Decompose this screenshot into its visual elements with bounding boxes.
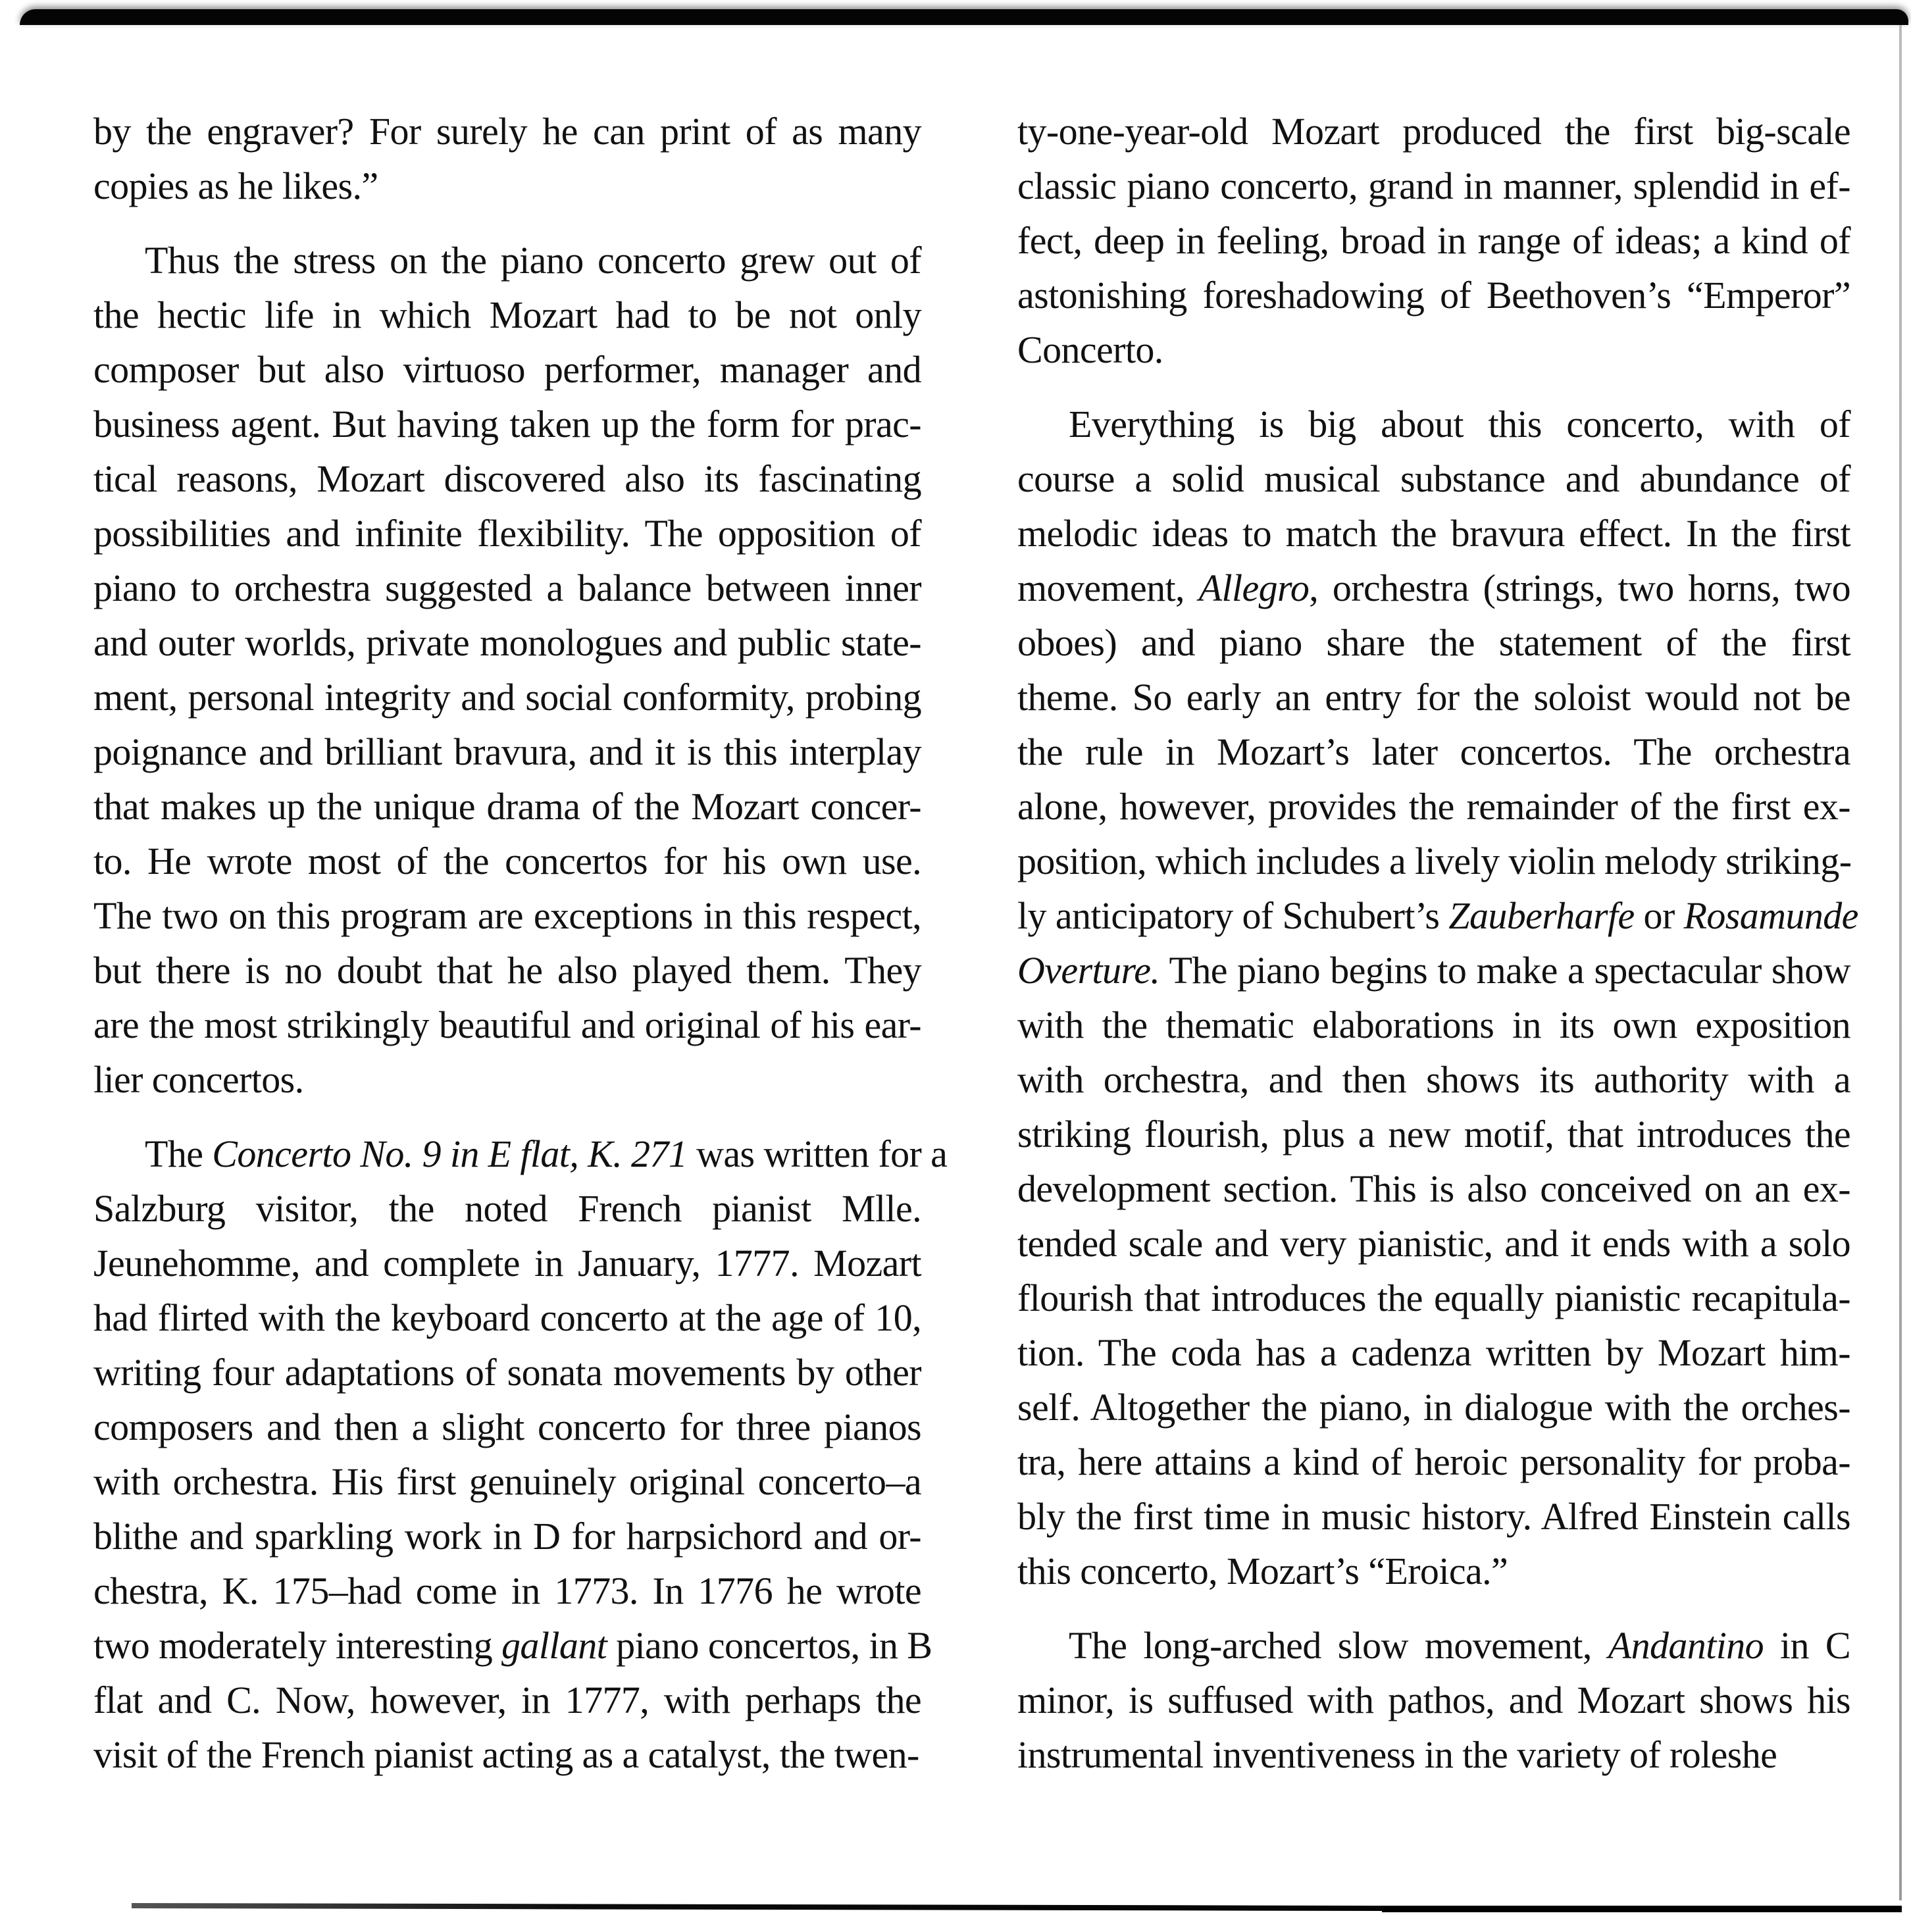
text-line (93, 670, 921, 724)
text-run: instrumental inventiveness in the variety of roleshe (1017, 1733, 1777, 1776)
text-run: The piano begins to make a spectacular show (1159, 949, 1850, 992)
text-run: lier concertos. (93, 1058, 304, 1101)
text-run: ment, personal integrity and social conformity, probing (93, 676, 921, 719)
text-line (1017, 506, 1850, 561)
text-line (93, 342, 921, 397)
text-run: oboes) and piano share the statement of the first (1017, 621, 1850, 664)
text-run: movement, (1017, 567, 1199, 609)
text-run: theme. So early an entry for the soloist would not be (1017, 676, 1850, 719)
text-line (1017, 104, 1850, 159)
text-line (1017, 561, 1850, 615)
text-run: business agent. But having taken up the form for prac- (93, 403, 921, 445)
text-line (1017, 1161, 1850, 1216)
text-line (1017, 397, 1850, 451)
text-run: and outer worlds, private monologues and public state- (93, 621, 921, 664)
text-run: Salzburg visitor, the noted French pianist Mlle. (93, 1187, 921, 1230)
text-run: The (145, 1132, 213, 1175)
text-run: with orchestra, and then shows its authority with a (1017, 1058, 1850, 1101)
text-run: ty-one-year-old Mozart produced the first big-scale (1017, 110, 1850, 153)
text-line (93, 506, 921, 561)
left-column (93, 104, 948, 1782)
text-run: tended scale and very pianistic, and it ends with a solo (1017, 1222, 1850, 1265)
page-right-edge (1899, 25, 1902, 1900)
text-line (93, 1618, 932, 1673)
text-line (1017, 615, 1850, 670)
text-run: piano to orchestra suggested a balance between inner (93, 567, 921, 609)
text-run: or (1634, 894, 1684, 937)
italic-title: Zauberharfe (1448, 894, 1635, 937)
text-line (93, 1454, 921, 1509)
text-run: chestra, K. 175–had come in 1773. In 1776 he wrote (93, 1569, 921, 1612)
text-run: two moderately interesting (93, 1624, 502, 1667)
page-bottom-edge-shadow (1382, 1906, 1902, 1912)
paragraph (1017, 104, 1850, 377)
text-line (93, 943, 921, 998)
text-line (93, 615, 921, 670)
text-run: development section. This is also conceived on an ex- (1017, 1167, 1850, 1210)
text-run: this concerto, Mozart’s “Eroica.” (1017, 1550, 1508, 1592)
text-line (93, 1673, 921, 1727)
text-line (1017, 724, 1850, 779)
text-run: with orchestra. His first genuinely original concerto–a (93, 1460, 921, 1503)
text-run: composer but also virtuoso performer, manager and (93, 348, 921, 391)
text-line (93, 561, 921, 615)
text-line (1017, 1618, 1850, 1673)
text-line (1017, 268, 1850, 322)
text-run: Jeunehomme, and complete in January, 1777. Mozart (93, 1242, 921, 1284)
text-run: Thus the stress on the piano concerto grew out of (145, 239, 921, 282)
text-line (93, 397, 921, 451)
text-line (1017, 1271, 1850, 1325)
paragraph (93, 104, 921, 213)
text-line (1017, 1107, 1850, 1161)
text-run: visit of the French pianist acting as a catalyst, the twen- (93, 1733, 919, 1776)
text-run: tical reasons, Mozart discovered also its fascinating (93, 457, 921, 500)
text-line (1017, 1216, 1850, 1271)
text-run: had flirted with the keyboard concerto at the age of 10, (93, 1296, 921, 1339)
text-line (1017, 888, 1858, 943)
text-line (93, 1345, 921, 1400)
text-run: The two on this program are exceptions in this respect, (93, 894, 921, 937)
text-run: copies as he likes.” (93, 165, 378, 207)
page-top-edge (20, 9, 1908, 25)
text-run: striking flourish, plus a new motif, that introduces the (1017, 1113, 1850, 1156)
italic-title: Overture. (1017, 949, 1160, 992)
text-run: Everything is big about this concerto, with of (1069, 403, 1850, 445)
text-line (93, 104, 921, 159)
text-line (93, 1181, 921, 1236)
text-run: tra, here attains a kind of heroic personality for proba- (1017, 1440, 1850, 1483)
text-run: alone, however, provides the remainder of the first ex- (1017, 785, 1850, 828)
text-line (93, 1127, 948, 1181)
paragraph (93, 1127, 948, 1782)
text-line (1017, 451, 1850, 506)
text-line (1017, 1052, 1850, 1107)
text-run: course a solid musical substance and abundance of (1017, 457, 1850, 500)
text-run: poignance and brilliant bravura, and it is this interplay (93, 730, 921, 773)
text-line (93, 159, 921, 213)
paragraph (1017, 397, 1858, 1598)
text-run: piano concertos, in B (607, 1624, 932, 1667)
text-line (93, 998, 921, 1052)
text-run: to. He wrote most of the concertos for his own use. (93, 840, 921, 882)
italic-title: Concerto No. 9 in E flat, K. 271 (212, 1132, 688, 1175)
text-run: are the most strikingly beautiful and original of his ear- (93, 1004, 921, 1046)
text-run: but there is no doubt that he also played them. They (93, 949, 921, 992)
text-line (93, 1236, 921, 1290)
italic-title: gallant (501, 1624, 607, 1667)
text-line (93, 1563, 921, 1618)
paragraph-gap (93, 213, 921, 233)
text-run: blithe and sparkling work in D for harpsichord and or- (93, 1515, 921, 1558)
text-run: composers and then a slight concerto for three pianos (93, 1406, 921, 1448)
text-line (1017, 943, 1850, 998)
text-run: flourish that introduces the equally pianistic recapitula- (1017, 1277, 1850, 1319)
text-run: that makes up the unique drama of the Mozart concer- (93, 785, 921, 828)
text-line (93, 1509, 921, 1563)
text-line (1017, 1325, 1850, 1380)
text-run: position, which includes a lively violin melody striking- (1017, 840, 1852, 882)
text-line (93, 1290, 921, 1345)
text-run: was written for a (687, 1132, 948, 1175)
text-line (1017, 213, 1850, 268)
text-line (1017, 1544, 1850, 1598)
text-run: writing four adaptations of sonata movements by other (93, 1351, 921, 1394)
text-line (1017, 670, 1850, 724)
text-line (93, 451, 921, 506)
text-line (1017, 159, 1850, 213)
text-line (93, 233, 921, 288)
text-run: in C (1764, 1624, 1850, 1667)
text-line (93, 1052, 921, 1107)
text-run: ly anticipatory of Schubert’s (1017, 894, 1449, 937)
text-run: The long-arched slow movement, (1069, 1624, 1608, 1667)
text-run: self. Altogether the piano, in dialogue with the orches- (1017, 1386, 1850, 1429)
text-run: fect, deep in feeling, broad in range of ideas; a kind of (1017, 219, 1850, 262)
text-run: classic piano concerto, grand in manner, splendid in ef- (1017, 165, 1850, 207)
text-run: possibilities and infinite flexibility. The opposition of (93, 512, 921, 555)
paragraph (93, 233, 921, 1107)
text-run: bly the first time in music history. Alfred Einstein calls (1017, 1495, 1850, 1538)
text-run: Concerto. (1017, 328, 1163, 371)
italic-title: Rosamunde (1683, 894, 1858, 937)
paragraph-gap (1017, 1598, 1850, 1618)
italic-title: Andantino (1608, 1624, 1764, 1667)
text-run: , orchestra (strings, two horns, two (1309, 567, 1850, 609)
text-line (1017, 779, 1850, 834)
text-line (93, 288, 921, 342)
text-line (1017, 834, 1850, 888)
text-line (93, 1727, 921, 1782)
text-line (1017, 1380, 1850, 1435)
text-run: astonishing foreshadowing of Beethoven’s “Emperor” (1017, 274, 1850, 317)
right-column (1017, 104, 1858, 1782)
italic-title: Allegro (1198, 567, 1310, 609)
text-run: melodic ideas to match the bravura effect. In the first (1017, 512, 1850, 555)
text-line (93, 1400, 921, 1454)
text-line (1017, 322, 1850, 377)
paragraph-gap (93, 1107, 921, 1127)
text-line (1017, 998, 1850, 1052)
text-run: the rule in Mozart’s later concertos. The orchestra (1017, 730, 1850, 773)
text-line (1017, 1435, 1850, 1489)
paragraph (1017, 1618, 1850, 1782)
text-run: the hectic life in which Mozart had to be not only (93, 293, 921, 336)
text-line (93, 888, 921, 943)
text-line (93, 724, 921, 779)
paragraph-gap (1017, 377, 1850, 397)
text-run: with the thematic elaborations in its own exposition (1017, 1004, 1850, 1046)
text-line (93, 779, 921, 834)
text-run: by the engraver? For surely he can print of as many (93, 110, 921, 153)
text-line (1017, 1489, 1850, 1544)
text-line (93, 834, 921, 888)
text-run: minor, is suffused with pathos, and Mozart shows his (1017, 1679, 1850, 1721)
text-run: tion. The coda has a cadenza written by Mozart him- (1017, 1331, 1850, 1374)
text-run: flat and C. Now, however, in 1777, with perhaps the (93, 1679, 921, 1721)
text-line (1017, 1673, 1850, 1727)
text-line (1017, 1727, 1850, 1782)
